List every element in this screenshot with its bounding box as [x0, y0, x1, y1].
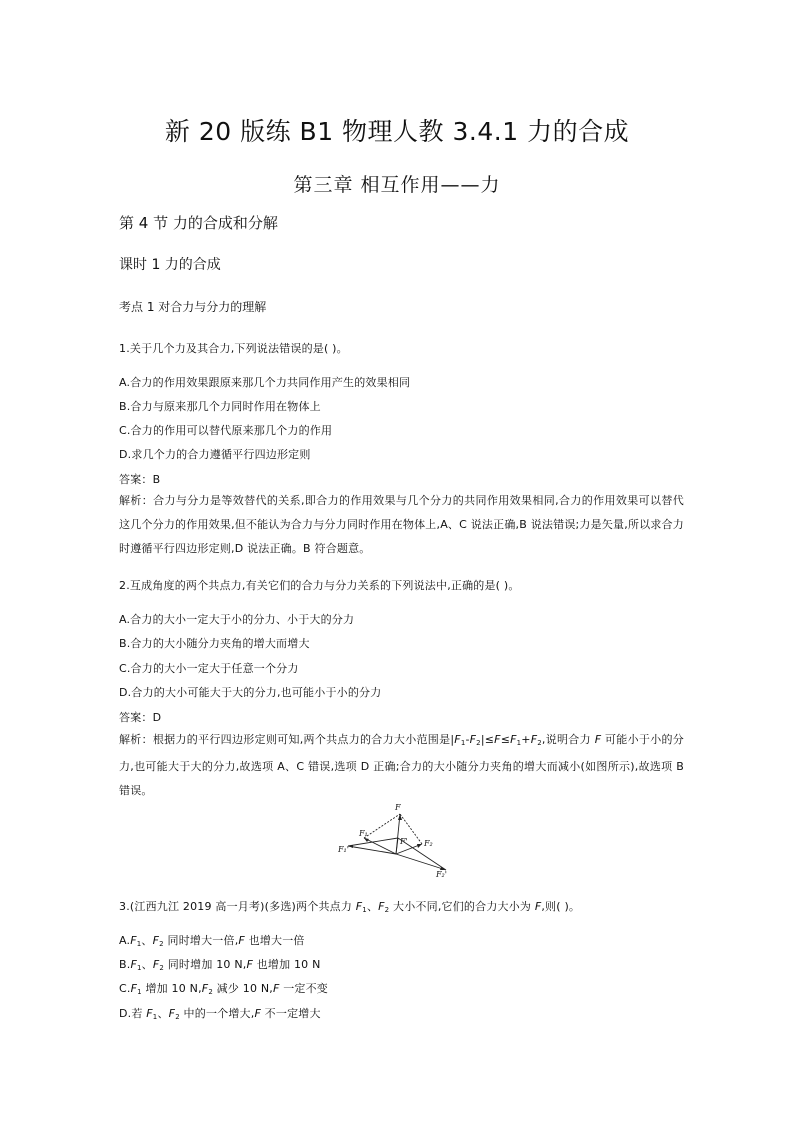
q1-option-b: B.合力与原来那几个力同时作用在物体上	[119, 400, 321, 413]
q2-option-b: B.合力的大小随分力夹角的增大而增大	[119, 637, 310, 650]
q2-stem: 2.互成角度的两个共点力,有关它们的合力与分力关系的下列说法中,正确的是( )。	[119, 579, 520, 592]
q3-option-c: $C.F_1$ 增加 10 $N,F_2$ 减少 10 N,F 一定不变	[119, 982, 329, 996]
label-F1: F₁	[359, 829, 368, 838]
section-heading: 第 4 节 力的合成和分解	[119, 214, 278, 232]
q3-option-d: D.若 $F_1$、$F_2$ 中的一个增大,F 不一定增大	[119, 1007, 321, 1021]
label-F1-prime: F₁'	[338, 845, 349, 854]
arrowhead	[398, 814, 402, 820]
label-F-prime: F'	[400, 837, 408, 846]
label-F: F	[395, 803, 401, 812]
q2-answer: 答案：D	[119, 711, 162, 724]
q1-answer: 答案：B	[119, 473, 161, 486]
q2-option-a: A.合力的大小一定大于小的分力、小于大的分力	[119, 613, 355, 626]
q3-option-a: $A.F_1$、$F_2$ 同时增大一倍,F 也增大一倍	[119, 934, 305, 948]
force-parallelogram-diagram	[338, 800, 458, 878]
document-title: 新 20 版练 B1 物理人教 3.4.1 力的合成	[164, 117, 630, 146]
label-F2-prime: F₂'	[436, 870, 447, 878]
chapter-heading: 第三章 相互作用——力	[293, 174, 501, 196]
arrowhead	[364, 838, 369, 842]
q2-option-c: C.合力的大小一定大于任意一个分力	[119, 662, 299, 675]
q1-stem: 1.关于几个力及其合力,下列说法错误的是( )。	[119, 342, 348, 355]
q2-analysis: 解析：根据力的平行四边形定则可知,两个共点力的合力大小范围是$|F_1-F_2|\le F\le F_1+F_2$,说明合力 F 可能小于小的分力,也可能大于大的分力,故选项 A、C 错误,选项 D 正确;合力的大小随分力夹角的增大而减小(如图所示),故选项 B 错误。	[119, 733, 684, 797]
q1-option-d: D.求几个力的合力遵循平行四边形定则	[119, 448, 311, 461]
exam-point-heading: 考点 1 对合力与分力的理解	[119, 300, 267, 314]
arrowhead	[417, 844, 422, 848]
parallelogram-edge	[364, 814, 400, 838]
label-F2: F₂	[424, 839, 433, 848]
q2-option-d: D.合力的大小可能大于大的分力,也可能小于小的分力	[119, 686, 382, 699]
vector-F2-prime	[396, 854, 446, 870]
parallelogram-edge	[348, 838, 398, 846]
q3-option-b: $B.F_1$、$F_2$ 同时增加 10 N,F 也增加 10 N	[119, 958, 321, 972]
q1-option-a: A.合力的作用效果跟原来那几个力共同作用产生的效果相同	[119, 376, 411, 389]
q1-option-c: C.合力的作用可以替代原来那几个力的作用	[119, 424, 333, 437]
q3-stem: 3.(江西九江 2019 高一月考)(多选)两个共点力 $F_1$、$F_2$ 大小不同,它们的合力大小为 F,则( )。	[119, 900, 581, 914]
lesson-heading: 课时 1 力的合成	[119, 257, 221, 273]
q1-analysis: 解析：合力与分力是等效替代的关系,即合力的作用效果与几个分力的共同作用效果相同,合力的作用效果可以替代这几个分力的作用效果,但不能认为合力与分力同时作用在物体上,A、C 说法正确,B 说法错误;力是矢量,所以求合力时遵循平行四边形定则,D 说法正确。B 符合题意。	[119, 494, 684, 555]
